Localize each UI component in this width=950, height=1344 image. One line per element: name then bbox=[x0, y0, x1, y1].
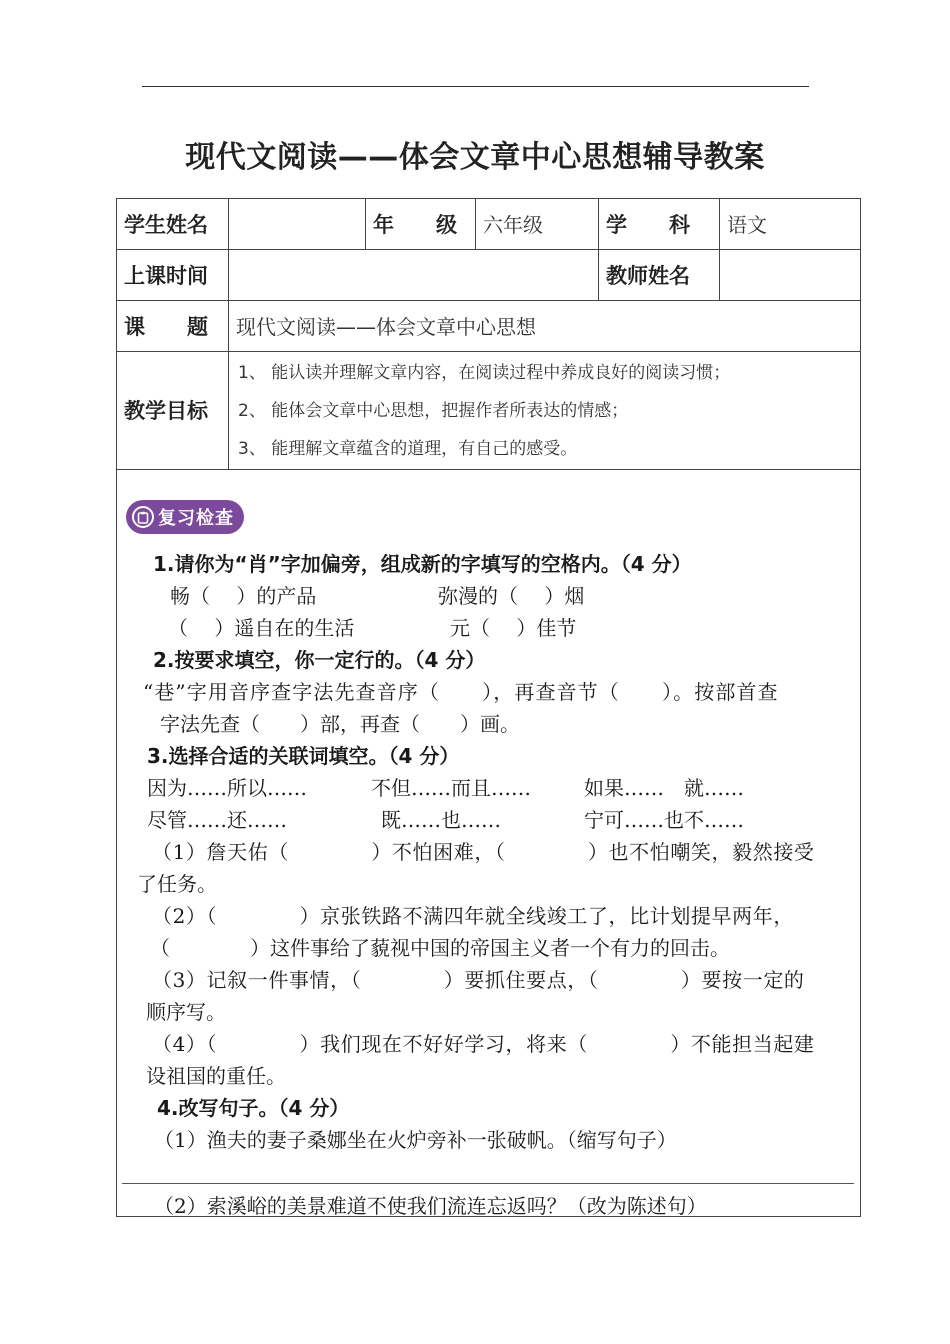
question-2-line: “巷”字用音序查字法先查音序（ ），再查音节（ ）。按部首查 bbox=[143, 680, 779, 704]
question-3-heading: 3.选择合适的关联词填空。（4 分） bbox=[147, 744, 460, 768]
question-3-sentence: 设祖国的重任。 bbox=[146, 1064, 286, 1088]
question-3-sentence: 了任务。 bbox=[137, 872, 217, 896]
conjunction-option: 宁可……也不…… bbox=[584, 808, 744, 832]
teaching-goal-item: 3、 能理解文章蕴含的道理，有自己的感受。 bbox=[238, 439, 578, 459]
teaching-goal-item: 2、 能体会文章中心思想，把握作者所表达的情感； bbox=[238, 401, 629, 421]
question-2-line: 字法先查（ ）部，再查（ ）画。 bbox=[160, 712, 520, 736]
conjunction-option: 既……也…… bbox=[381, 808, 501, 832]
grade-value: 六年级 bbox=[483, 213, 543, 237]
question-1-item: （ ）遥自在的生活 bbox=[168, 616, 355, 640]
top-rule bbox=[142, 86, 809, 87]
conjunction-option: 不但……而且…… bbox=[371, 776, 531, 800]
conjunction-option: 尽管……还…… bbox=[147, 808, 287, 832]
question-1-item: 元（ ）佳节 bbox=[450, 616, 577, 640]
conjunction-option: 因为……所以…… bbox=[147, 776, 307, 800]
review-check-badge bbox=[126, 500, 244, 534]
document-title: 现代文阅读——体会文章中心思想辅导教案 bbox=[185, 140, 765, 175]
question-3-sentence: （2）（ ）京张铁路不满四年就全线竣工了，比计划提早两年， bbox=[152, 904, 794, 928]
question-4-item: （2）索溪峪的美景难道不使我们流连忘返吗？（改为陈述句） bbox=[154, 1194, 707, 1218]
question-3-sentence: （3）记叙一件事情，（ ）要抓住要点，（ ）要按一定的 bbox=[152, 968, 805, 992]
question-3-sentence: 顺序写。 bbox=[146, 1000, 226, 1024]
teaching-goals-label: 教学目标 bbox=[124, 399, 208, 423]
teaching-goal-item: 1、 能认读并理解文章内容，在阅读过程中养成良好的阅读习惯； bbox=[238, 363, 731, 383]
question-1-heading: 1.请你为“肖”字加偏旁，组成新的字填写的空格内。（4 分） bbox=[153, 552, 692, 576]
question-2-heading: 2.按要求填空，你一定行的。（4 分） bbox=[153, 648, 486, 672]
review-check-label: 复习检查 bbox=[158, 508, 234, 529]
question-4-heading: 4.改写句子。（4 分） bbox=[157, 1096, 350, 1120]
teacher-name-label: 教师姓名 bbox=[606, 263, 690, 288]
subject-value: 语文 bbox=[727, 213, 767, 237]
question-3-sentence: （4）（ ）我们现在不好好学习，将来（ ）不能担当起建 bbox=[152, 1032, 815, 1056]
topic-value: 现代文阅读——体会文章中心思想 bbox=[236, 315, 536, 339]
grade-label: 年 级 bbox=[373, 212, 457, 237]
conjunction-option: 如果…… 就…… bbox=[584, 776, 744, 800]
question-1-item: 畅（ ）的产品 bbox=[170, 584, 317, 608]
student-name-label: 学生姓名 bbox=[124, 212, 208, 237]
topic-label: 课 题 bbox=[124, 314, 208, 339]
answer-line bbox=[122, 1183, 854, 1184]
class-time-label: 上课时间 bbox=[124, 263, 208, 288]
clipboard-icon bbox=[132, 506, 154, 528]
question-1-item: 弥漫的（ ）烟 bbox=[438, 584, 585, 608]
subject-label: 学 科 bbox=[606, 212, 690, 237]
table-rule bbox=[116, 469, 861, 470]
question-3-sentence: （ ）这件事给了藐视中国的帝国主义者一个有力的回击。 bbox=[150, 936, 730, 960]
question-3-sentence: （1）詹天佑（ ）不怕困难，（ ）也不怕嘲笑，毅然接受 bbox=[152, 840, 815, 864]
question-4-item: （1）渔夫的妻子桑娜坐在火炉旁补一张破帆。（缩写句子） bbox=[154, 1128, 677, 1152]
